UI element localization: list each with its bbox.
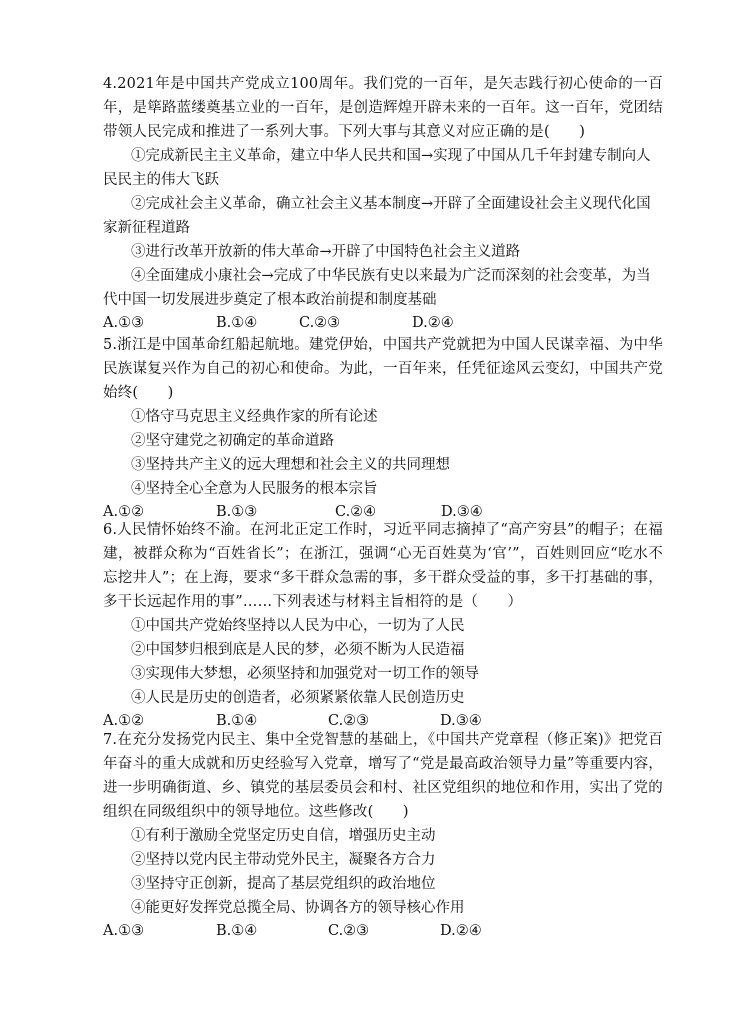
- statement-3: ③坚持守正创新，提高了基层党组织的政治地位: [131, 876, 436, 892]
- question-7: [103, 728, 663, 942]
- answer-choices: [103, 312, 663, 334]
- question-stem: 6.人民情怀始终不渝。在河北正定工作时，习近平同志摘掉了“高产穷县”的帽子；在福建，被群众称为“百姓省长”；在浙江，强调“心无百姓莫为‘官’”，百姓则回应“吃水不忘挖井人”；在上海，要求“多干群众急需的事，多干群众受益的事，多干打基础的事，多干长远起作用的事”……下列表述与材料主旨相符的是（ ）: [103, 522, 663, 610]
- choice-d[interactable]: D.②④: [440, 923, 482, 939]
- statement-4: ④能更好发挥党总揽全局、协调各方的领导核心作用: [131, 900, 465, 916]
- choice-b[interactable]: B.①④: [216, 923, 258, 939]
- statement-2: ②中国梦归根到底是人民的梦，必须不断为人民造福: [131, 642, 465, 658]
- statement-1: ①恪守马克思主义经典作家的所有论述: [131, 409, 378, 425]
- choice-d[interactable]: D.③④: [441, 504, 483, 520]
- question-5: [103, 333, 663, 523]
- statement-1: ①有利于激励全党坚定历史自信，增强历史主动: [131, 828, 436, 844]
- statement-3: ③进行改革开放新的伟大革命→开辟了中国特色社会主义道路: [131, 244, 521, 260]
- choice-b[interactable]: B.①④: [216, 713, 258, 729]
- statement-4: ④全面建成小康社会→完成了中华民族有史以来最为广泛而深刻的社会变革，为当代中国一切发展进步奠定了根本政治前提和制度基础: [103, 268, 651, 308]
- question-stem: 5.浙江是中国革命红船起航地。建党伊始，中国共产党就把为中国人民谋幸福、为中华民族谋复兴作为自己的初心和使命。为此，一百年来，任凭征途风云变幻，中国共产党始终( ): [103, 337, 663, 401]
- choice-c[interactable]: C.②③: [328, 923, 370, 939]
- question-6: [103, 518, 663, 732]
- choice-a[interactable]: A.①③: [103, 923, 145, 939]
- choice-c[interactable]: C.②③: [328, 713, 370, 729]
- choice-d[interactable]: D.③④: [440, 713, 482, 729]
- question-4: [103, 72, 663, 334]
- choice-c[interactable]: C.②③: [299, 315, 341, 331]
- statement-1: ①完成新民主主义革命，建立中华人民共和国→实现了中国从几千年封建专制向人民民主的伟大飞跃: [103, 148, 651, 188]
- question-stem: 4.2021年是中国共产党成立100周年。我们党的一百年，是矢志践行初心使命的一百年，是筚路蓝缕奠基立业的一百年，是创造辉煌开辟未来的一百年。这一百年，党团结带领人民完成和推进了一系列大事。下列大事与其意义对应正确的是( ): [103, 76, 663, 140]
- statement-4: ④人民是历史的创造者，必须紧紧依靠人民创造历史: [131, 690, 465, 706]
- statement-3: ③坚持共产主义的远大理想和社会主义的共同理想: [131, 457, 450, 473]
- statement-1: ①中国共产党始终坚持以人民为中心，一切为了人民: [131, 618, 465, 634]
- statement-2: ②坚持以党内民主带动党外民主，凝聚各方合力: [131, 852, 436, 868]
- statement-2: ②完成社会主义革命，确立社会主义基本制度→开辟了全面建设社会主义现代化国家新征程道路: [103, 196, 651, 236]
- choice-d[interactable]: D.②④: [412, 315, 454, 331]
- choice-c[interactable]: C.②④: [335, 504, 377, 520]
- question-stem: 7.在充分发扬党内民主、集中全党智慧的基础上，《中国共产党章程（修正案)》把党百年奋斗的重大成就和历史经验写入党章，增写了“党是最高政治领导力量”等重要内容，进一步明确街道、乡、镇党的基层委员会和村、社区党组织的地位和作用，实出了党的组织在同级组织中的领导地位。这些修改( ): [103, 732, 663, 820]
- choice-a[interactable]: A.①②: [103, 504, 145, 520]
- choice-a[interactable]: A.①②: [103, 713, 145, 729]
- choice-a[interactable]: A.①③: [103, 315, 145, 331]
- statement-2: ②坚守建党之初确定的革命道路: [131, 433, 334, 449]
- choice-b[interactable]: B.①④: [216, 315, 258, 331]
- statement-4: ④坚持全心全意为人民服务的根本宗旨: [131, 481, 378, 497]
- choice-b[interactable]: B.①③: [216, 504, 258, 520]
- statement-3: ③实现伟大梦想，必须坚持和加强党对一切工作的领导: [131, 666, 479, 682]
- answer-choices: [103, 920, 663, 942]
